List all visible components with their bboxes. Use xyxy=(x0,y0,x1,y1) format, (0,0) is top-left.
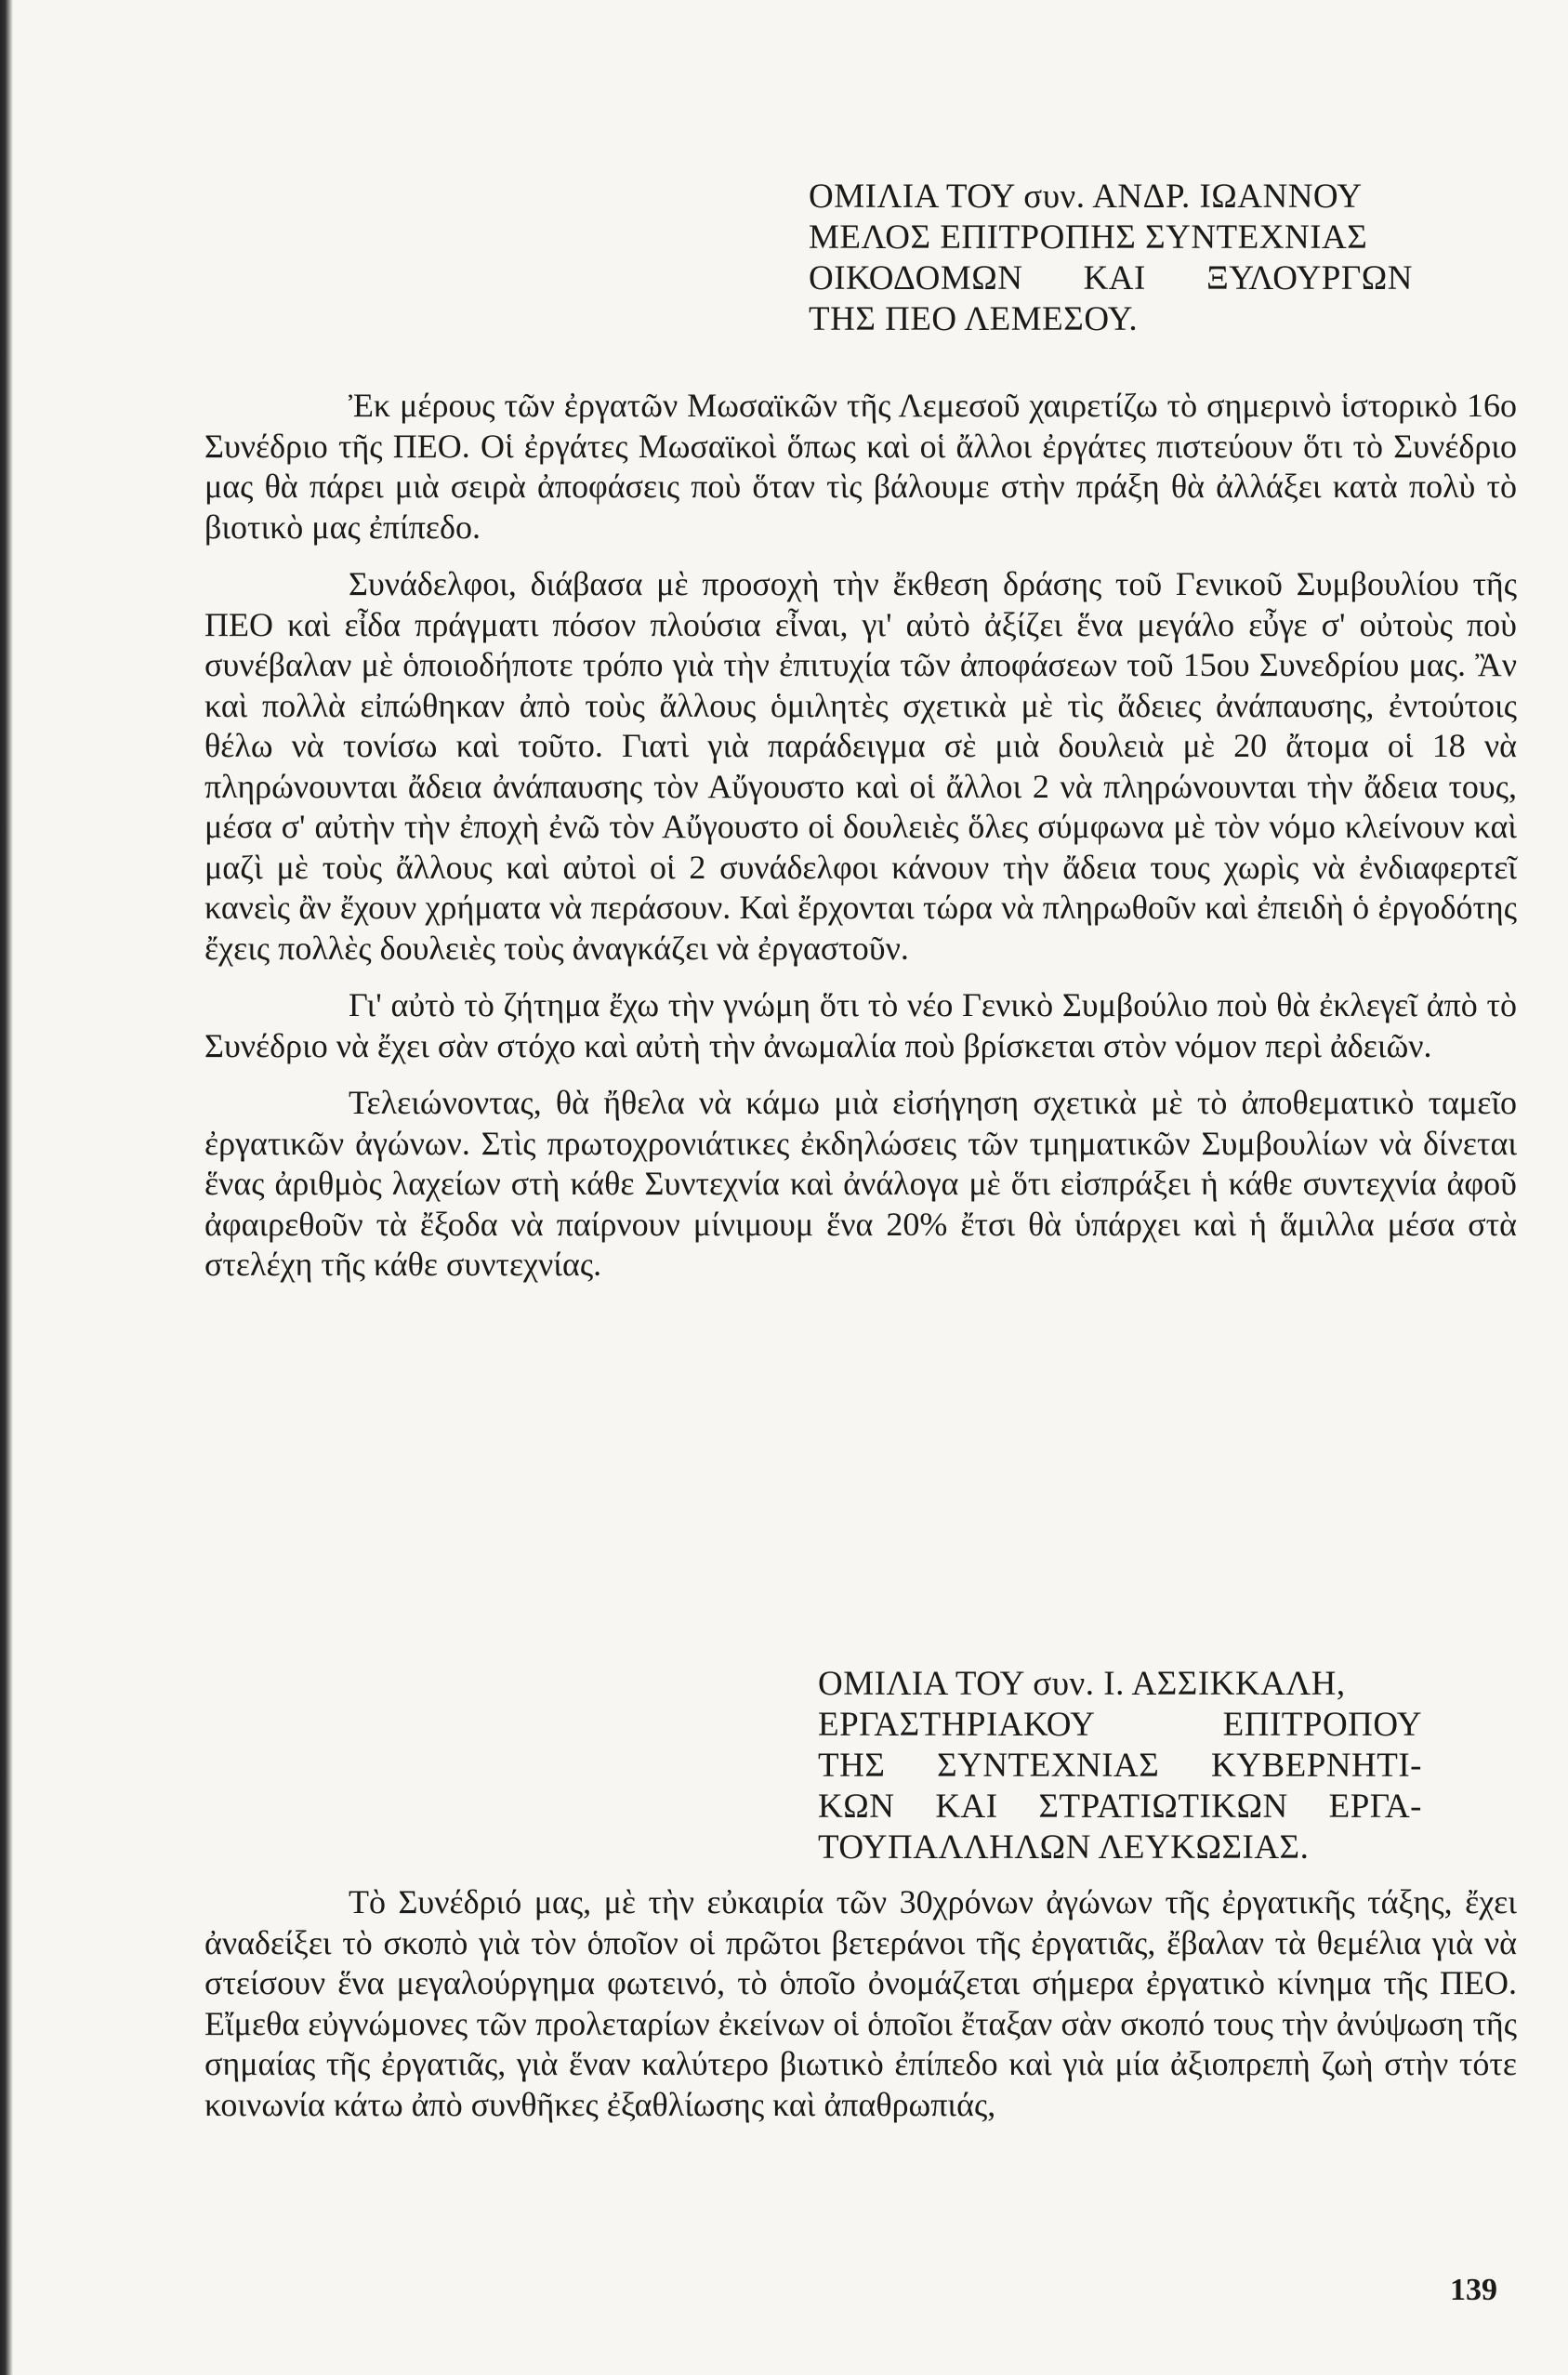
heading-line: ΟΜΙΛΙΑ ΤΟΥ συν. Ι. ΑΣΣΙΚΚΑΛΗ, xyxy=(818,1665,1346,1703)
paragraph: Τὸ Συνέδριό μας, μὲ τὴν εὐκαιρία τῶν 30χρόνων ἀγώνων τῆς ἐργατικῆς τάξης, ἔχει ἀναδείξει τὸ σκοπὸ γιὰ τὸν ὁποῖον οἱ πρῶτοι βετεράνοι τῆς ἐργατιᾶς, ἔβαλαν τὰ θεμέλια γιὰ νὰ στείσουν ἕνα μεγαλούργημα φωτεινό, τὸ ὁποῖο ὀνομάζεται σήμερα ἐργατικὸ κίνημα τῆς ΠΕΟ. Εἴμεθα εὐγνώμονες τῶν προλεταρίων ἐκείνων οἱ ὁποῖοι ἔταξαν σὰν σκοπό τους τὴν ἀνύψωση τῆς σημαίας τῆς ἐργατιᾶς, γιὰ ἕναν καλύτερο βιωτικὸ ἐπίπεδο καὶ γιὰ μία ἀξιοπρεπὴ ζωὴ στὴν τότε κοινωνία κάτω ἀπὸ συνθῆκες ἐξαθλίωσης καὶ ἀπαθρωπιάς, xyxy=(204,1883,1517,2123)
paragraph: Τελειώνοντας, θὰ ἤθελα νὰ κάμω μιὰ εἰσήγηση σχετικὰ μὲ τὸ ἀποθεματικὸ ταμεῖο ἐργατικῶν ἀγώνων. Στὶς πρωτοχρονιάτικες ἐκδηλώσεις τῶν τμηματικῶν Συμβουλίων νὰ δίνεται ἕνας ἀριθμὸς λαχείων στὴ κάθε Συντεχνία καὶ ἀνάλογα μὲ ὅτι εἰσπράξει ἡ κάθε συντεχνία ἀφοῦ ἀφαιρεθοῦν τὰ ἔξοδα νὰ παίρνουν μίνιμουμ ἕνα 20% ἔτσι θὰ ὑπάρχει καὶ ἡ ἅμιλλα μέσα στὰ στελέχη τῆς κάθε συντεχνίας. xyxy=(204,1084,1517,1283)
speech-2-heading xyxy=(818,1664,1422,1868)
speech-2-body xyxy=(204,1882,1517,2142)
heading-line: ΟΙΚΟΔΟΜΩΝ ΚΑΙ ΞΥΛΟΥΡΓΩΝ xyxy=(809,259,1413,297)
speech-1-heading xyxy=(809,177,1413,340)
heading-line: ΟΜΙΛΙΑ ΤΟΥ συν. ΑΝΔΡ. ΙΩΑΝΝΟΥ xyxy=(809,178,1363,216)
heading-line: ΤΗΣ ΣΥΝΤΕΧΝΙΑΣ ΚΥΒΕΡΝΗΤΙ- xyxy=(818,1747,1422,1785)
scan-binding-edge xyxy=(0,0,13,2375)
speech-1-body xyxy=(204,386,1517,1302)
paragraph: Ἐκ μέρους τῶν ἐργατῶν Μωσαϊκῶν τῆς Λεμεσοῦ χαιρετίζω τὸ σημερινὸ ἱστορικὸ 16ο Συνέδριο τῆς ΠΕΟ. Οἱ ἐργάτες Μωσαϊκοὶ ὅπως καὶ οἱ ἄλλοι ἐργάτες πιστεύουν ὅτι τὸ Συνέδριο μας θὰ πάρει μιὰ σειρὰ ἀποφάσεις ποὺ ὅταν τὶς βάλουμε στὴν πράξη θὰ ἀλλάξει κατὰ πολὺ τὸ βιοτικὸ μας ἐπίπεδο. xyxy=(204,387,1517,546)
heading-line: ΤΗΣ ΠΕΟ ΛΕΜΕΣΟΥ. xyxy=(809,300,1139,338)
heading-line: ΜΕΛΟΣ ΕΠΙΤΡΟΠΗΣ ΣΥΝΤΕΧΝΙΑΣ xyxy=(809,218,1368,257)
page-number: 139 xyxy=(1450,2273,1497,2307)
heading-line: ΚΩΝ ΚΑΙ ΣΤΡΑΤΙΩΤΙΚΩΝ ΕΡΓΑ- xyxy=(818,1788,1422,1826)
heading-line: ΕΡΓΑΣΤΗΡΙΑΚΟΥ ΕΠΙΤΡΟΠΟΥ xyxy=(818,1706,1422,1744)
paragraph: Γι' αὐτὸ τὸ ζήτημα ἔχω τὴν γνώμη ὅτι τὸ νέο Γενικὸ Συμβούλιο ποὺ θὰ ἐκλεγεῖ ἀπὸ τὸ Συνέδριο νὰ ἔχει σὰν στόχο καὶ αὐτὴ τὴν ἀνωμαλία ποὺ βρίσκεται στὸν νόμον περὶ ἀδειῶν. xyxy=(204,986,1517,1064)
heading-line: ΤΟΥΠΑΛΛΗΛΩΝ ΛΕΥΚΩΣΙΑΣ. xyxy=(818,1828,1310,1867)
paragraph: Συνάδελφοι, διάβασα μὲ προσοχὴ τὴν ἔκθεση δράσης τοῦ Γενικοῦ Συμβουλίου τῆς ΠΕΟ καὶ εἶδα πράγματι πόσον πλούσια εἶναι, γι' αὐτὸ ἀξίζει ἕνα μεγάλο εὖγε σ' οὐτοὺς ποὺ συνέβαλαν μὲ ὁποιοδήποτε τρόπο γιὰ τὴν ἐπιτυχία τῶν ἀποφάσεων τοῦ 15ου Συνεδρίου μας. Ἂν καὶ πολλὰ εἰπώθηκαν ἀπὸ τοὺς ἄλλους ὁμιλητὲς σχετικὰ μὲ τὶς ἄδειες ἀνάπαυσης, ἐντούτοις θέλω νὰ τονίσω καὶ τοῦτο. Γιατὶ γιὰ παράδειγμα σὲ μιὰ δουλειὰ μὲ 20 ἄτομα οἱ 18 νὰ πληρώνουνται ἄδεια ἀνάπαυσης τὸν Αὔγουστο καὶ οἱ ἄλλοι 2 νὰ πληρώνουνται τὴν ἄδεια τους, μέσα σ' αὐτὴν τὴν ἐποχὴ ἐνῶ τὸν Αὔγουστο οἱ δουλειὲς ὅλες σύμφωνα μὲ τὸν νόμο κλείνουν καὶ μαζὶ μὲ τοὺς ἄλλους καὶ αὐτοὶ οἱ 2 συνάδελφοι κάνουν τὴν ἄδεια τους χωρὶς νὰ ἐνδιαφερτεῖ κανεὶς ἂν ἔχουν χρήματα νὰ περάσουν. Καὶ ἔρχονται τώρα νὰ πληρωθοῦν καὶ ἐπειδὴ ὁ ἐργοδότης ἔχεις πολλὲς δουλειὲς τοὺς ἀναγκάζει νὰ ἐργαστοῦν. xyxy=(204,565,1517,967)
